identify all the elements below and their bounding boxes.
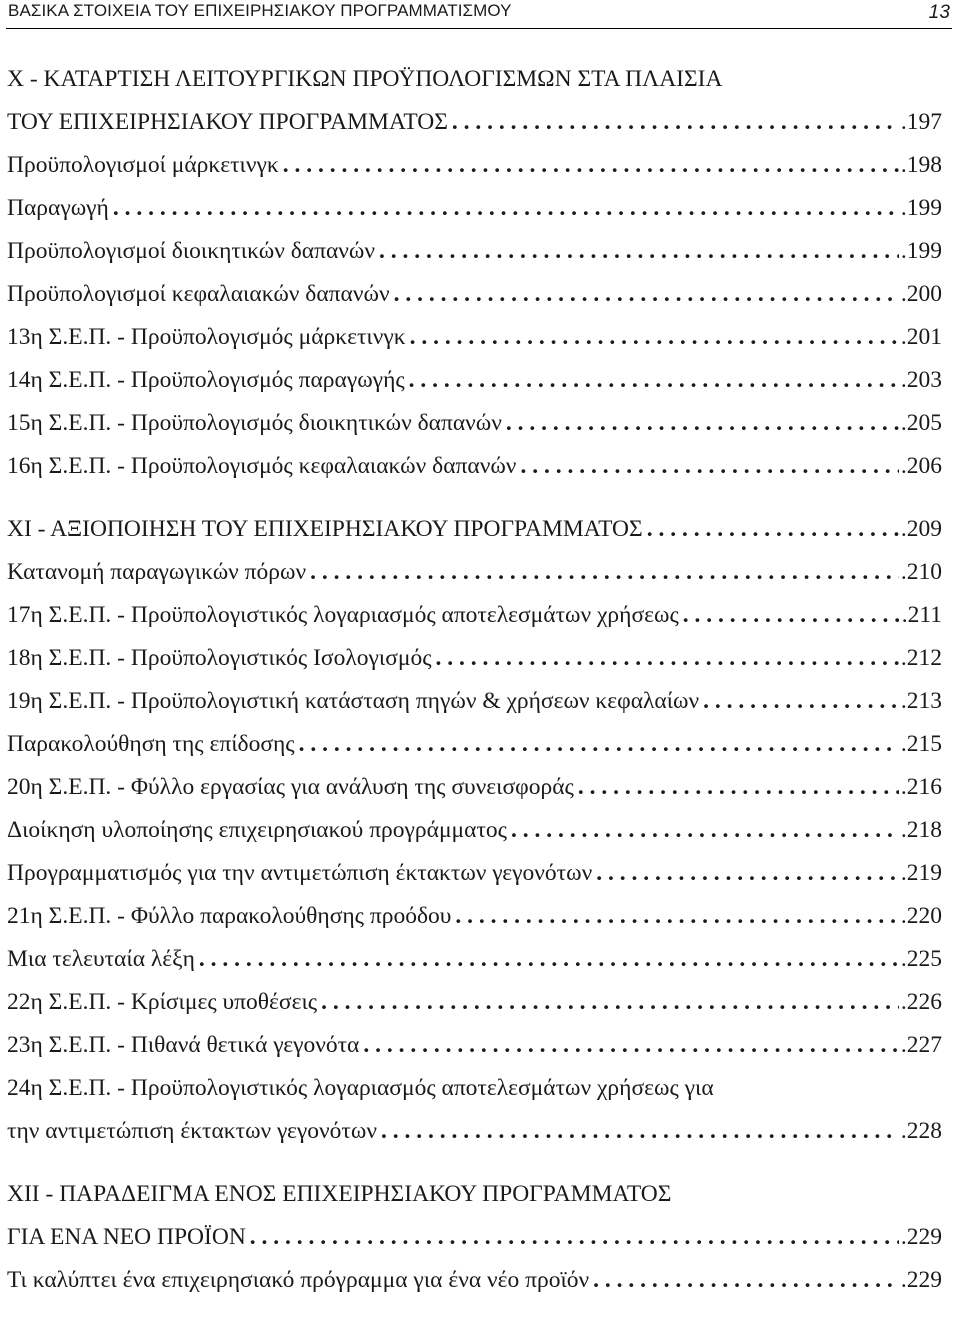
toc-entry-page: .210 (900, 559, 942, 585)
dot-leader (436, 637, 899, 680)
toc-entry[interactable] (7, 230, 942, 273)
dot-leader (310, 551, 899, 594)
running-header (6, 0, 952, 29)
dot-leader (299, 723, 899, 766)
toc-entry-title: Τι καλύπτει ένα επιχειρησιακό πρόγραμμα για ένα νέο προϊόν (7, 1267, 590, 1293)
toc-entry-page: .215 (900, 731, 942, 757)
toc-entry-page: .219 (900, 860, 942, 886)
toc-entry-title: Προϋπολογισμοί διοικητικών δαπανών (7, 238, 376, 264)
toc-entry[interactable] (7, 101, 942, 144)
toc-entry[interactable] (7, 723, 942, 766)
toc-entry-page: .198 (900, 152, 942, 178)
toc-entry-page: .216 (900, 774, 942, 800)
toc-entry-title: ΧΙ - ΑΞΙΟΠΟΙΗΣΗ ΤΟΥ ΕΠΙΧΕΙΡΗΣΙΑΚΟΥ ΠΡΟΓΡΑΜΜΑΤΟΣ (7, 516, 643, 542)
toc-entry[interactable] (7, 359, 942, 402)
toc-entry-page: .209 (900, 516, 942, 542)
toc-entry[interactable] (7, 938, 942, 981)
toc-entry[interactable] (7, 58, 942, 101)
dot-leader (363, 1024, 899, 1067)
toc-entry-title: Προϋπολογισμοί μάρκετινγκ (7, 152, 279, 178)
toc-entry-title: 17η Σ.Ε.Π. - Προϋπολογιστικός λογαριασμός αποτελεσμάτων χρήσεως (7, 602, 679, 628)
toc-entry-page: .213 (900, 688, 942, 714)
toc-entry-page: .211 (901, 602, 942, 628)
toc-entry-page: .205 (900, 410, 942, 436)
toc-entry-page: .220 (900, 903, 942, 929)
dot-leader (321, 981, 899, 1024)
header-page-number: 13 (928, 2, 950, 23)
toc-entry-title: ΤΟΥ ΕΠΙΧΕΙΡΗΣΙΑΚΟΥ ΠΡΟΓΡΑΜΜΑΤΟΣ (7, 109, 448, 135)
toc-entry-page: .197 (900, 109, 942, 135)
dot-leader (578, 766, 899, 809)
toc-entry[interactable] (7, 594, 942, 637)
dot-leader (379, 230, 899, 273)
toc-entry[interactable] (7, 1110, 942, 1153)
toc-entry-page: .229 (900, 1224, 942, 1250)
toc-entry-page: .212 (900, 645, 942, 671)
dot-leader (703, 680, 899, 723)
toc-entry-page: .218 (900, 817, 942, 843)
toc-entry[interactable] (7, 766, 942, 809)
toc-entry[interactable] (7, 895, 942, 938)
table-of-contents (7, 58, 942, 1302)
toc-entry[interactable] (7, 1067, 942, 1110)
toc-entry[interactable] (7, 508, 942, 551)
dot-leader (647, 508, 899, 551)
toc-entry-title: 23η Σ.Ε.Π. - Πιθανά θετικά γεγονότα (7, 1032, 360, 1058)
toc-entry-page: .199 (900, 238, 942, 264)
toc-entry[interactable] (7, 187, 942, 230)
toc-entry-title: την αντιμετώπιση έκτακτων γεγονότων (7, 1118, 377, 1144)
toc-entry[interactable] (7, 1024, 942, 1067)
section-gap (7, 488, 942, 508)
toc-entry-title: Διοίκηση υλοποίησης επιχειρησιακού προγράμματος (7, 817, 507, 843)
toc-entry-title: Χ - ΚΑΤΑΡΤΙΣΗ ΛΕΙΤΟΥΡΓΙΚΩΝ ΠΡΟΫΠΟΛΟΓΙΣΜΩΝ ΣΤΑ ΠΛΑΙΣΙΑ (7, 66, 723, 92)
toc-entry[interactable] (7, 551, 942, 594)
toc-entry[interactable] (7, 402, 942, 445)
toc-entry-page: .200 (900, 281, 942, 307)
dot-leader (506, 402, 899, 445)
dot-leader (452, 101, 899, 144)
section-gap (7, 1153, 942, 1173)
toc-entry-title: Προγραμματισμός για την αντιμετώπιση έκτακτων γεγονότων (7, 860, 593, 886)
toc-entry-title: 20η Σ.Ε.Π. - Φύλλο εργασίας για ανάλυση της συνεισφοράς (7, 774, 574, 800)
dot-leader (283, 144, 899, 187)
dot-leader (455, 895, 898, 938)
dot-leader (520, 445, 898, 488)
toc-entry-title: 16η Σ.Ε.Π. - Προϋπολογισμός κεφαλαιακών δαπανών (7, 453, 517, 479)
dot-leader (593, 1259, 899, 1302)
toc-entry-title: Μια τελευταία λέξη (7, 946, 195, 972)
dot-leader (410, 316, 899, 359)
toc-entry[interactable] (7, 637, 942, 680)
dot-leader (511, 809, 899, 852)
dot-leader (683, 594, 900, 637)
toc-entry-page: .229 (900, 1267, 942, 1293)
toc-entry[interactable] (7, 1259, 942, 1302)
toc-entry-page: .227 (900, 1032, 942, 1058)
dot-leader (394, 273, 899, 316)
toc-entry[interactable] (7, 1173, 942, 1216)
toc-entry-title: ΓΙΑ ΕΝΑ ΝΕΟ ΠΡΟΪΟΝ (7, 1224, 246, 1250)
toc-entry-title: 14η Σ.Ε.Π. - Προϋπολογισμός παραγωγής (7, 367, 405, 393)
toc-entry[interactable] (7, 445, 942, 488)
toc-entry-page: .225 (900, 946, 942, 972)
toc-entry-title: ΧΙΙ - ΠΑΡΑΔΕΙΓΜΑ ΕΝΟΣ ΕΠΙΧΕΙΡΗΣΙΑΚΟΥ ΠΡΟΓΡΑΜΜΑΤΟΣ (7, 1181, 672, 1207)
toc-entry[interactable] (7, 809, 942, 852)
dot-leader (250, 1216, 899, 1259)
toc-entry-title: Παραγωγή (7, 195, 109, 221)
dot-leader (409, 359, 899, 402)
toc-entry-title: Κατανομή παραγωγικών πόρων (7, 559, 307, 585)
dot-leader (113, 187, 899, 230)
toc-entry-title: 22η Σ.Ε.Π. - Κρίσιμες υποθέσεις (7, 989, 318, 1015)
toc-entry[interactable] (7, 273, 942, 316)
toc-entry-page: .201 (900, 324, 942, 350)
toc-entry-title: Παρακολούθηση της επίδοσης (7, 731, 295, 757)
toc-entry[interactable] (7, 144, 942, 187)
dot-leader (596, 852, 899, 895)
toc-entry-title: Προϋπολογισμοί κεφαλαιακών δαπανών (7, 281, 390, 307)
toc-entry[interactable] (7, 852, 942, 895)
toc-entry-page: .199 (900, 195, 942, 221)
toc-entry[interactable] (7, 316, 942, 359)
toc-entry-page: .203 (900, 367, 942, 393)
toc-entry-title: 18η Σ.Ε.Π. - Προϋπολογιστικός Ισολογισμός (7, 645, 432, 671)
toc-entry-page: .206 (900, 453, 942, 479)
toc-entry-title: 21η Σ.Ε.Π. - Φύλλο παρακολούθησης προόδου (7, 903, 452, 929)
toc-entry-title: 19η Σ.Ε.Π. - Προϋπολογιστική κατάσταση πηγών & χρήσεων κεφαλαίων (7, 688, 700, 714)
toc-entry[interactable] (7, 981, 942, 1024)
dot-leader (381, 1110, 899, 1153)
toc-entry-title: 15η Σ.Ε.Π. - Προϋπολογισμός διοικητικών δαπανών (7, 410, 502, 436)
dot-leader (199, 938, 899, 981)
header-title: ΒΑΣΙΚΑ ΣΤΟΙΧΕΙΑ ΤΟΥ ΕΠΙΧΕΙΡΗΣΙΑΚΟΥ ΠΡΟΓΡΑΜΜΑΤΙΣΜΟΥ (8, 1, 512, 20)
toc-entry[interactable] (7, 680, 942, 723)
toc-entry-page: .226 (900, 989, 942, 1015)
toc-entry-title: 13η Σ.Ε.Π. - Προϋπολογισμός μάρκετινγκ (7, 324, 406, 350)
toc-entry-page: .228 (900, 1118, 942, 1144)
toc-entry[interactable] (7, 1216, 942, 1259)
toc-entry-title: 24η Σ.Ε.Π. - Προϋπολογιστικός λογαριασμός αποτελεσμάτων χρήσεως για (7, 1075, 714, 1101)
